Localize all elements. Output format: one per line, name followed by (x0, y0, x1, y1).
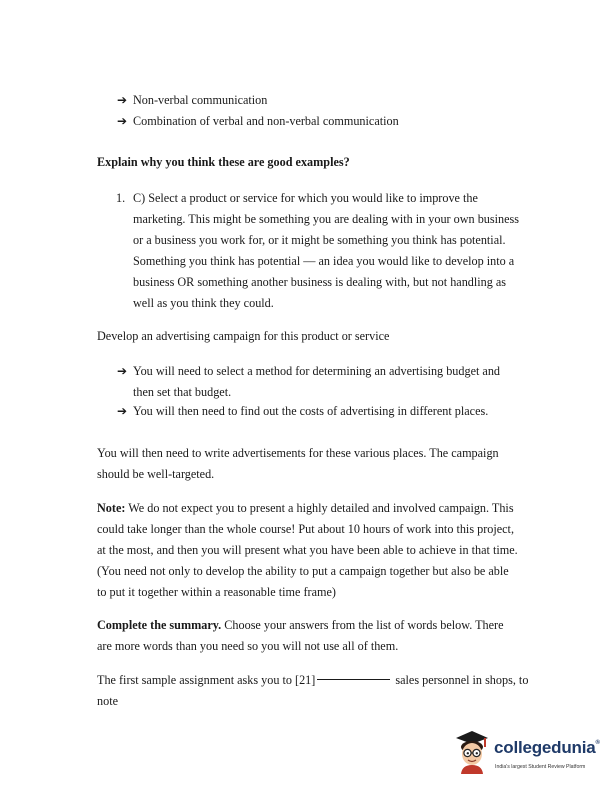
paragraph-line: note (97, 694, 118, 708)
bullet-text: Combination of verbal and non-verbal communication (133, 114, 399, 128)
item-line: business OR something another business is dealing with, but not handling as (133, 275, 507, 289)
bullet-item (117, 401, 488, 422)
paragraph-line: (You need not only to develop the ability to put a campaign together but also be able (97, 564, 509, 578)
paragraph-line: You will then need to write advertisements for these various places. The campaign (97, 446, 499, 460)
explain-heading: Explain why you think these are good examples? (97, 155, 350, 169)
note-paragraph (97, 498, 567, 603)
bullet-text: You will then need to find out the costs of advertising in different places. (133, 404, 489, 418)
paragraph-line: Choose your answers from the list of words below. There (221, 618, 504, 632)
item-line: or a business you work for, or it might be something you think has potential. (133, 233, 506, 247)
paragraph-line: We do not expect you to present a highly detailed and involved campaign. This (125, 501, 514, 515)
item-line: C) Select a product or service for which you would like to improve the (133, 191, 478, 205)
sample-text: The first sample assignment asks you to [21] (97, 673, 316, 687)
item-line: Something you think has potential — an idea you would like to develop into a (133, 254, 515, 268)
item-line: marketing. This might be something you are dealing with in your own business (133, 212, 520, 226)
sample-paragraph (97, 670, 567, 712)
summary-label: Complete the summary. (97, 618, 222, 632)
summary-paragraph (97, 615, 567, 657)
bullet-item (117, 111, 399, 132)
develop-text: Develop an advertising campaign for this product or service (97, 329, 390, 343)
arrow-right-icon: ➔ (117, 364, 128, 378)
paragraph-line: at the most, and then you will present what you have been able to achieve in that time. (97, 543, 518, 557)
mascot-icon (452, 728, 492, 774)
logo-tagline: India's largest Student Review Platform (495, 764, 586, 770)
paragraph-line: to put it together within a reasonable time frame) (97, 585, 336, 599)
numbered-item (116, 188, 566, 314)
note-label: Note: (97, 501, 126, 515)
paragraph-line: could take longer than the whole course! Put about 10 hours of work into this project, (97, 522, 514, 536)
sample-text: sales personnel in shops, to (392, 673, 529, 687)
bullet-item (117, 90, 267, 111)
collegedunia-logo (452, 728, 602, 776)
arrow-right-icon: ➔ (117, 93, 128, 107)
paragraph-line: should be well-targeted. (97, 467, 215, 481)
arrow-right-icon: ➔ (117, 404, 128, 418)
item-line: well as you think they could. (133, 296, 274, 310)
bullet-text-continued: then set that budget. (133, 385, 232, 399)
bullet-text: You will need to select a method for determining an advertising budget and (133, 364, 501, 378)
bullet-item (117, 361, 500, 382)
write-ads-paragraph (97, 443, 567, 485)
arrow-right-icon: ➔ (117, 114, 128, 128)
logo-wordmark: collegedunia® (494, 738, 600, 757)
bullet-text: Non-verbal communication (133, 93, 268, 107)
paragraph-line: are more words than you need so you will not use all of them. (97, 639, 399, 653)
item-number: 1. (116, 191, 126, 205)
answer-blank (317, 679, 390, 680)
